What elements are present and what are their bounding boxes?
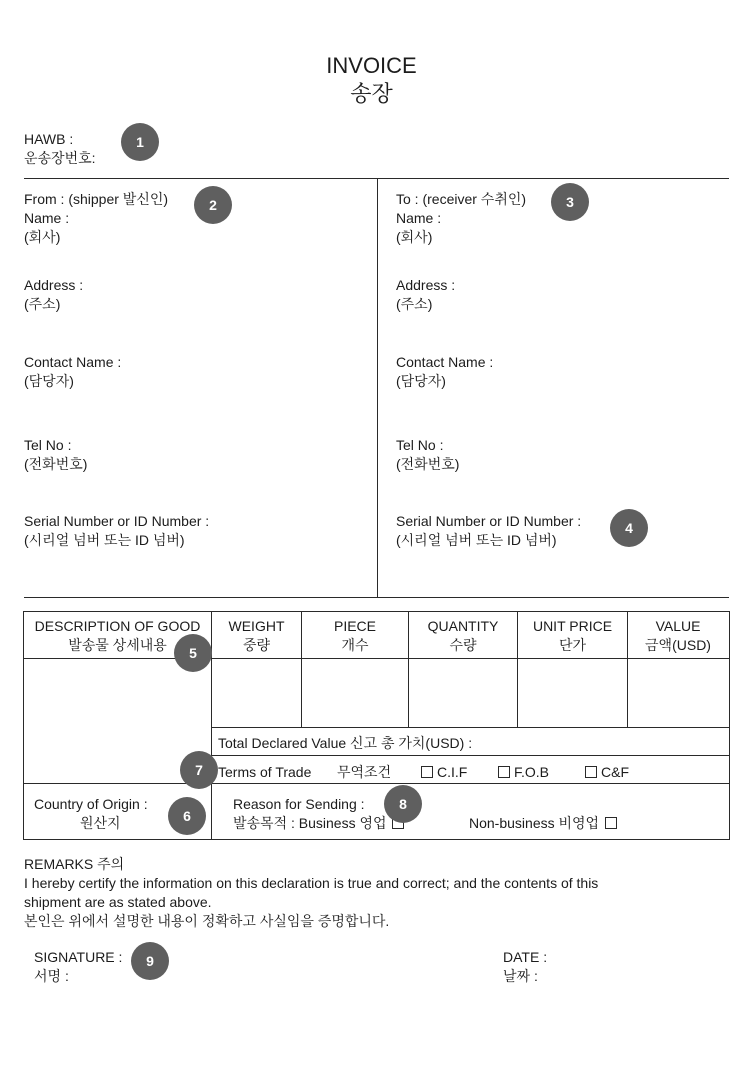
table-row-rule — [211, 755, 729, 756]
col-header-quantity-en: QUANTITY — [427, 618, 499, 634]
signature-label: SIGNATURE : — [34, 949, 123, 965]
checkbox-icon[interactable] — [498, 766, 510, 778]
receiver-tel-label: Tel No : — [396, 437, 444, 453]
marker-5: 5 — [174, 634, 212, 672]
total-declared-value-label: Total Declared Value 신고 총 가치(USD) : — [218, 735, 473, 751]
table-row-rule — [23, 783, 729, 784]
date-label: DATE : — [503, 949, 548, 965]
col-header-quantity-ko: 수량 — [449, 637, 477, 653]
value-input-cell[interactable] — [628, 659, 728, 727]
receiver-contact-label-korean: (담당자) — [396, 373, 446, 389]
marker-1: 1 — [121, 123, 159, 161]
marker-7: 7 — [180, 751, 218, 789]
col-header-unit-price-ko: 단가 — [558, 637, 587, 653]
terms-of-trade-label: Terms of Trade — [218, 764, 312, 780]
col-header-quantity — [409, 617, 517, 655]
shipper-name-label-korean: (회사) — [24, 229, 61, 245]
weight-input-cell[interactable] — [212, 659, 301, 727]
terms-option-cif[interactable] — [421, 763, 467, 782]
col-header-piece-ko: 개수 — [341, 637, 369, 653]
unit-price-input-cell[interactable] — [518, 659, 627, 727]
receiver-address-label: Address : — [396, 277, 456, 293]
terms-option-cf-label: C&F — [601, 764, 629, 780]
marker-6: 6 — [168, 797, 206, 835]
col-header-value — [628, 617, 728, 655]
receiver-serial-label-korean: (시리얼 넘버 또는 ID 넘버) — [396, 532, 557, 548]
quantity-input-cell[interactable] — [409, 659, 517, 727]
terms-option-cif-label: C.I.F — [437, 764, 468, 780]
table-row-rule — [211, 727, 729, 728]
party-bottom-divider — [24, 597, 729, 598]
shipper-tel-label: Tel No : — [24, 437, 72, 453]
shipper-tel-label-korean: (전화번호) — [24, 456, 88, 472]
receiver-address-label-korean: (주소) — [396, 296, 433, 312]
terms-of-trade-label-korean: 무역조건 — [337, 764, 392, 780]
hawb-label: HAWB : — [24, 131, 74, 147]
hawb-label-korean: 운송장번호: — [24, 150, 96, 166]
col-header-description-ko: 발송물 상세내용 — [68, 637, 167, 653]
shipper-serial-label-korean: (시리얼 넘버 또는 ID 넘버) — [24, 532, 185, 548]
shipper-name-label: Name : — [24, 210, 70, 226]
col-header-value-ko: 금액(USD) — [645, 637, 711, 653]
invoice-title-korean: 송장 — [350, 81, 393, 106]
date-label-korean: 날짜 : — [503, 968, 538, 984]
invoice-title: INVOICE — [326, 53, 417, 78]
col-header-description-en: DESCRIPTION OF GOOD — [34, 618, 201, 634]
terms-option-cf[interactable] — [585, 763, 629, 782]
checkbox-icon[interactable] — [605, 817, 617, 829]
checkbox-icon[interactable] — [585, 766, 597, 778]
terms-option-fob[interactable] — [498, 763, 549, 782]
marker-4: 4 — [610, 509, 648, 547]
col-header-weight-en: WEIGHT — [228, 618, 285, 634]
col-header-unit-price — [518, 617, 627, 655]
remarks-line-1: I hereby certify the information on this declaration is true and correct; and the contents of this — [24, 875, 599, 891]
shipper-address-label-korean: (주소) — [24, 296, 61, 312]
shipper-contact-label-korean: (담당자) — [24, 373, 74, 389]
receiver-name-label: Name : — [396, 210, 442, 226]
remarks-heading: REMARKS 주의 — [24, 856, 125, 872]
terms-option-fob-label: F.O.B — [514, 764, 550, 780]
shipper-serial-label: Serial Number or ID Number : — [24, 513, 210, 529]
party-column-divider — [377, 178, 378, 597]
marker-8: 8 — [384, 785, 422, 823]
reason-business-label: 발송목적 : Business 영업 — [233, 815, 387, 831]
piece-input-cell[interactable] — [302, 659, 408, 727]
remarks-line-3: 본인은 위에서 설명한 내용이 정확하고 사실임을 증명합니다. — [24, 913, 390, 929]
reason-for-sending-label: Reason for Sending : — [233, 796, 365, 812]
col-header-unit-price-en: UNIT PRICE — [532, 618, 613, 634]
checkbox-icon[interactable] — [421, 766, 433, 778]
shipper-address-label: Address : — [24, 277, 84, 293]
col-header-piece-en: PIECE — [333, 618, 376, 634]
reason-nonbusiness-option[interactable] — [469, 814, 621, 833]
marker-9: 9 — [131, 942, 169, 980]
receiver-tel-label-korean: (전화번호) — [396, 456, 460, 472]
col-header-weight — [212, 617, 301, 655]
receiver-name-label-korean: (회사) — [396, 229, 433, 245]
receiver-header: To : (receiver 수취인) — [396, 191, 527, 207]
col-header-piece — [302, 617, 408, 655]
marker-2: 2 — [194, 186, 232, 224]
col-header-value-en: VALUE — [655, 618, 701, 634]
country-of-origin-label: Country of Origin : — [34, 796, 148, 812]
remarks-line-2: shipment are as stated above. — [24, 894, 212, 910]
country-of-origin-label-korean: 원산지 — [80, 815, 121, 831]
reason-business-option[interactable] — [233, 814, 408, 833]
receiver-contact-label: Contact Name : — [396, 354, 494, 370]
shipper-contact-label: Contact Name : — [24, 354, 122, 370]
col-header-weight-ko: 중량 — [242, 637, 271, 653]
marker-3: 3 — [551, 183, 589, 221]
signature-label-korean: 서명 : — [34, 968, 69, 984]
shipper-header: From : (shipper 발신인) — [24, 191, 169, 207]
receiver-serial-label: Serial Number or ID Number : — [396, 513, 582, 529]
reason-nonbusiness-label: Non-business 비영업 — [469, 815, 600, 831]
